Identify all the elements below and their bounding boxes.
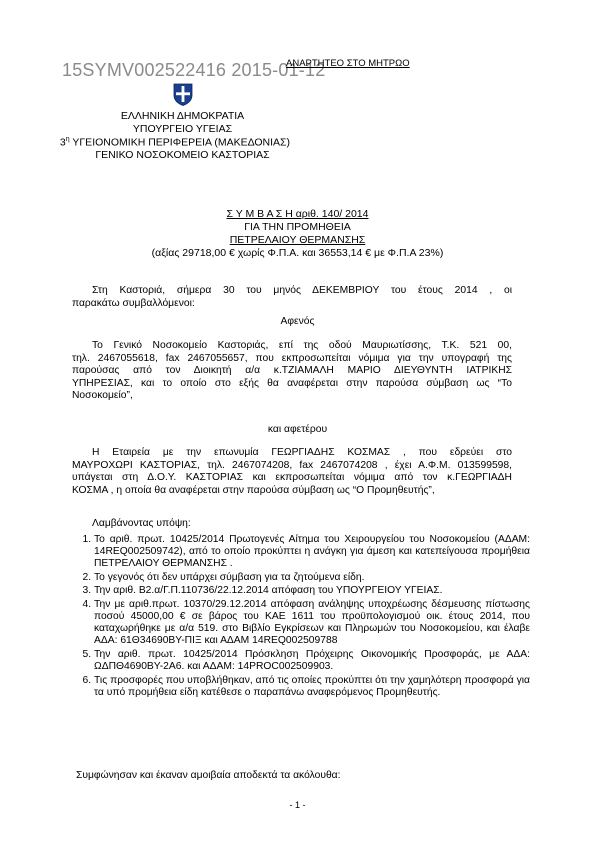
party2-line: υπάγεται στη Δ.Ο.Υ. ΚΑΣΤΟΡΙΑΣ και εκπροσωπείται νόμιμα από τον κ.ΓΕΩΡΓΙΑΔΗ <box>72 472 512 484</box>
document-watermark: 15SYMV002522416 2015-01-12 <box>62 60 326 80</box>
party2-paragraph <box>72 447 512 497</box>
header-region-superscript: η <box>65 136 70 143</box>
intro-line: Στη Καστοριά, σήμερα 30 του μηνός ΔΕΚΕΜΒΡΙΟΥ του έτους 2014 , οι <box>92 285 512 296</box>
party2-line: Η Εταιρεία με την επωνυμία ΓΕΩΡΓΙΑΔΗΣ ΚΟΣΜΑΣ , που εδρεύει στο <box>92 447 512 458</box>
party1-line: Το Γενικό Νοσοκομείο Καστοριάς, επί της οδού Μαυριωτίσσης, Τ.Κ. 521 00, <box>92 340 512 351</box>
list-item: 4. Την με αριθ.πρωτ. 10370/29.12.2014 απόφαση ανάληψης υποχρέωσης δέσμευσης πίστωσης ποσού 45000,00 € σε βάρος του ΚΑΕ 1611 του προϋπολογισμού οικ. έτους 2014, που καταχωρήθηκε με α/α 519. στο Βιβλίο Εγκρίσεων και Πληρωμών του Νοσοκομείου, και έλαβε ΑΔΑ: 61Θ34690ΒΥ-ΠΙΞ και ΑΔΑΜ 14REQ002509788 <box>94 599 530 647</box>
contract-subject-line2: ΠΕΤΡΕΛΑΙΟΥ ΘΕΡΜΑΝΣΗΣ <box>229 234 366 246</box>
party2-line: ΜΑΥΡΟΧΩΡΙ ΚΑΣΤΟΡΙΑΣ, τηλ. 2467074208, fax 2467074208 , έχει Α.Φ.Μ. 013599598, <box>72 459 512 471</box>
party1-paragraph <box>72 340 512 403</box>
considerations-list <box>74 534 530 700</box>
party1-line: τηλ. 2467055618, fax 2467055657, που εκπροσωπείται νόμιμα για την υπογραφή της <box>72 352 512 364</box>
greek-coat-of-arms-icon <box>172 82 194 106</box>
intro-paragraph <box>72 285 512 310</box>
contract-subject-line1: ΓΙΑ ΤΗΝ ΠΡΟΜΗΘΕΙΑ <box>244 221 351 233</box>
list-item: 2. Το γεγονός ότι δεν υπάρχει σύμβαση για τα ζητούμενα είδη. <box>94 572 530 584</box>
register-banner: ΑΝΑΡΤΗΤΕΟ ΣΤΟ ΜΗΤΡΩΟ <box>286 58 410 69</box>
party1-line: ΥΠΗΡΕΣΙΑΣ, και το οποίο στο εξής θα αναφέρεται στην παρούσα σύμβαση ως “Το <box>72 377 512 389</box>
header-region <box>50 136 300 149</box>
contract-title: Σ Υ Μ Β Α Σ Η αριθ. 140/ 2014 <box>226 208 369 220</box>
afenos-label: Αφενός <box>280 316 315 327</box>
party2-line: ΚΟΣΜΑ , η οποία θα αναφέρεται στην παρούσα σύμβαση ως “Ο Προμηθευτής”, <box>72 484 435 496</box>
header-region-text: ΥΓΕΙΟΝΟΜΙΚΗ ΠΕΡΙΦΕΡΕΙΑ (ΜΑΚΕΔΟΝΙΑΣ) <box>69 136 291 149</box>
list-item: 3. Την αριθ. Β2.α/Γ.Π.110736/22.12.2014 απόφαση του ΥΠΟΥΡΓΕΙΟΥ ΥΓΕΙΑΣ. <box>94 585 530 597</box>
header-hospital: ΓΕΝΙΚΟ ΝΟΣΟΚΟΜΕΙΟ ΚΑΣΤΟΡΙΑΣ <box>95 149 270 161</box>
header-region-number: 3 <box>59 136 66 149</box>
header-ministry: ΥΠΟΥΡΓΕΙΟ ΥΓΕΙΑΣ <box>132 123 233 135</box>
list-item: 5. Την αριθ. πρωτ. 10425/2014 Πρόσκληση Πρόχειρης Οικονομικής Προσφοράς, με ΑΔΑ: ΩΔΠΘ4690ΒΥ-2Α6. και ΑΔΑΜ: 14PROC002509903. <box>94 649 530 673</box>
page-number: - 1 - <box>289 800 306 810</box>
intro-line: παρακάτω συμβαλλόμενοι: <box>72 297 195 309</box>
kai-aferou-label: και αφετέρου <box>267 424 328 435</box>
list-item: 1. Το αριθ. πρωτ. 10425/2014 Πρωτογενές Αίτημα του Χειρουργείου του Νοσοκομείου (ΑΔΑΜ: 14REQ002509742), από το οποίο προκύπτει η ανάγκη για άμεση και κατεπείγουσα προμήθεια ΠΕΤΡΕΛΑΙΟΥ ΘΕΡΜΑΝΣΗΣ . <box>94 534 530 570</box>
contract-value: (αξίας 29718,00 € χωρίς Φ.Π.Α. και 36553,14 € με Φ.Π.Α 23%) <box>151 247 444 259</box>
list-item: 6. Τις προσφορές που υποβλήθηκαν, από τις οποίες προκύπτει ότι την χαμηλότερη προσφορά για τα υπό προμήθεια είδη κατέθεσε ο παραπάνω αναφερόμενος Προμηθευτής. <box>94 675 530 699</box>
considering-label: Λαμβάνοντας υπόψη: <box>92 518 191 529</box>
header-republic: ΕΛΛΗΝΙΚΗ ΔΗΜΟΚΡΑΤΙΑ <box>120 110 245 122</box>
party1-line: Νοσοκομείο”, <box>72 390 133 402</box>
agreed-statement: Συμφώνησαν και έκαναν αμοιβαία αποδεκτά τα ακόλουθα: <box>76 770 341 781</box>
party1-line: παρούσας από τον Διοικητή α/α κ.ΤΖΙΑΜΑΛΗ ΜΑΡΙΟ ΔΙΕΥΘΥΝΤΗ ΙΑΤΡΙΚΗΣ <box>72 365 512 377</box>
